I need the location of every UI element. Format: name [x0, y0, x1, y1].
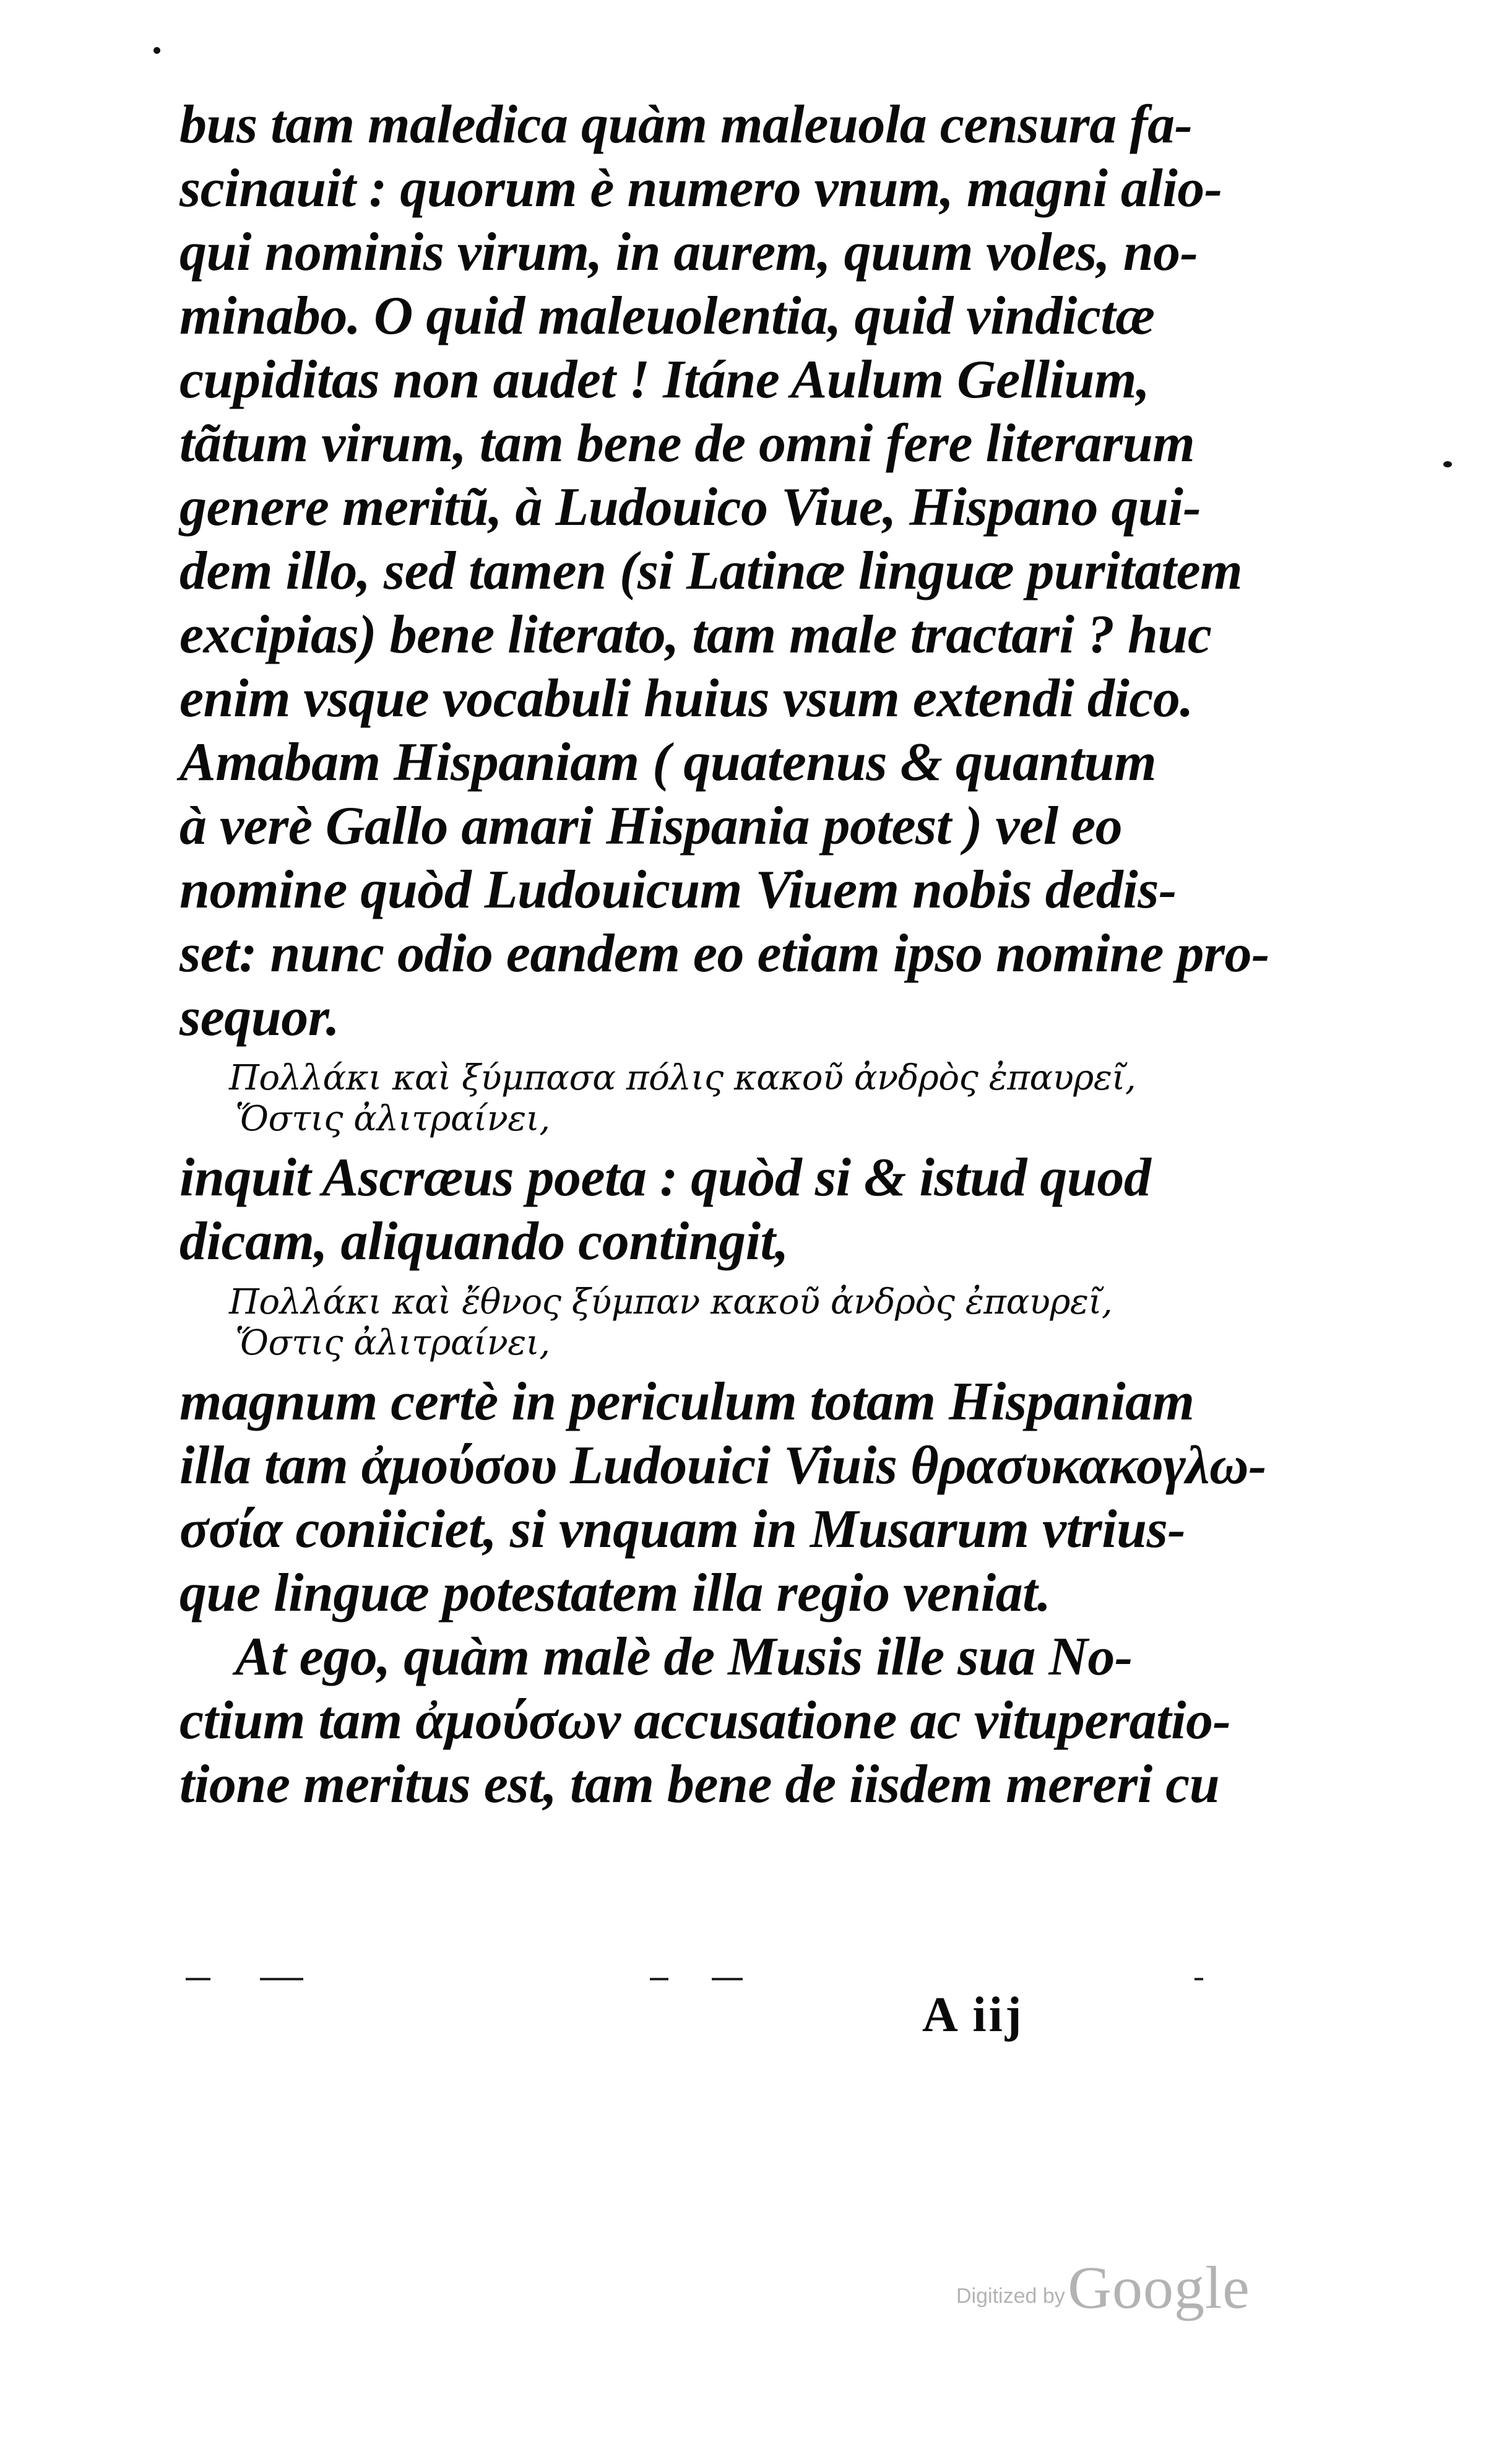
digitized-label: Digitized by	[956, 2284, 1065, 2308]
text-line: cupiditas non audet ! Itáne Aulum Gellium,	[179, 350, 1150, 410]
text-line: magnum certè in periculum totam Hispaniam	[179, 1372, 1194, 1432]
text-line: Amabam Hispaniam ( quatenus & quantum	[179, 732, 1157, 792]
text-line: bus tam maledica quàm maleuola censura fa-	[179, 95, 1193, 155]
paragraph-first-line: At ego, quàm malè de Musis ille sua No-	[235, 1627, 1133, 1687]
greek-quote-line: Ὅστις ἀλιτραίνει,	[235, 1323, 550, 1363]
ink-speck	[153, 47, 160, 54]
google-logo: Google	[1068, 2255, 1250, 2321]
ink-dash	[650, 1978, 668, 1980]
text-line: nomine quòd Ludouicum Viuem nobis dedis-	[179, 860, 1177, 920]
text-line: minabo. O quid maleuolentia, quid vindictæ	[179, 286, 1155, 346]
print-artifacts	[179, 1978, 1219, 1984]
greek-quote-line: Πολλάκι καὶ ἔθνος ξύμπαν κακοῦ ἀνδρὸς ἐπαυρεῖ,	[229, 1282, 1113, 1322]
ink-speck	[1443, 461, 1452, 467]
text-line: tãtum virum, tam bene de omni fere literarum	[179, 414, 1195, 474]
text-line: tione meritus est, tam bene de iisdem mereri cu	[179, 1754, 1220, 1814]
body-text	[179, 93, 1269, 1816]
text-line: scinauit : quorum è numero vnum, magni alio-	[179, 158, 1222, 219]
ink-dash	[712, 1978, 743, 1980]
text-line: inquit Ascræus poeta : quòd si & istud quod	[179, 1148, 1151, 1208]
text-line: sequor.	[179, 987, 340, 1047]
signature-mark: A iij	[922, 1988, 1024, 2042]
text-line: dicam, aliquando contingit,	[179, 1211, 788, 1272]
text-line: excipias) bene literato, tam male tractari ? huc	[179, 605, 1212, 665]
text-line: dem illo, sed tamen (si Latinæ linguæ puritatem	[179, 541, 1243, 601]
ink-dash	[1194, 1978, 1203, 1980]
text-line: σσία coniiciet, si vnquam in Musarum vtrius-	[179, 1499, 1186, 1559]
text-line: genere meritũ, à Ludouico Viue, Hispano qui-	[179, 477, 1201, 537]
text-line: que linguæ potestatem illa regio veniat.	[179, 1563, 1051, 1623]
ink-dash	[260, 1978, 303, 1980]
text-line: à verè Gallo amari Hispania potest ) vel eo	[179, 796, 1123, 856]
text-line: ctium tam ἀμούσων accusatione ac vituperatio-	[179, 1691, 1231, 1751]
google-watermark	[956, 2253, 1250, 2323]
ink-dash	[186, 1978, 210, 1980]
text-line: set: nunc odio eandem eo etiam ipso nomine pro-	[179, 924, 1269, 984]
greek-quote-line: Πολλάκι καὶ ξύμπασα πόλις κακοῦ ἀνδρὸς ἐπαυρεῖ,	[229, 1058, 1136, 1098]
text-line: qui nominis virum, in aurem, quum voles, no-	[179, 222, 1198, 282]
text-line: enim vsque vocabuli huius vsum extendi dico.	[179, 669, 1193, 729]
text-line: illa tam ἀμούσου Ludouici Viuis θρασυκακογλω-	[179, 1436, 1266, 1496]
greek-quote-line: Ὅστις ἀλιτραίνει,	[235, 1099, 550, 1139]
